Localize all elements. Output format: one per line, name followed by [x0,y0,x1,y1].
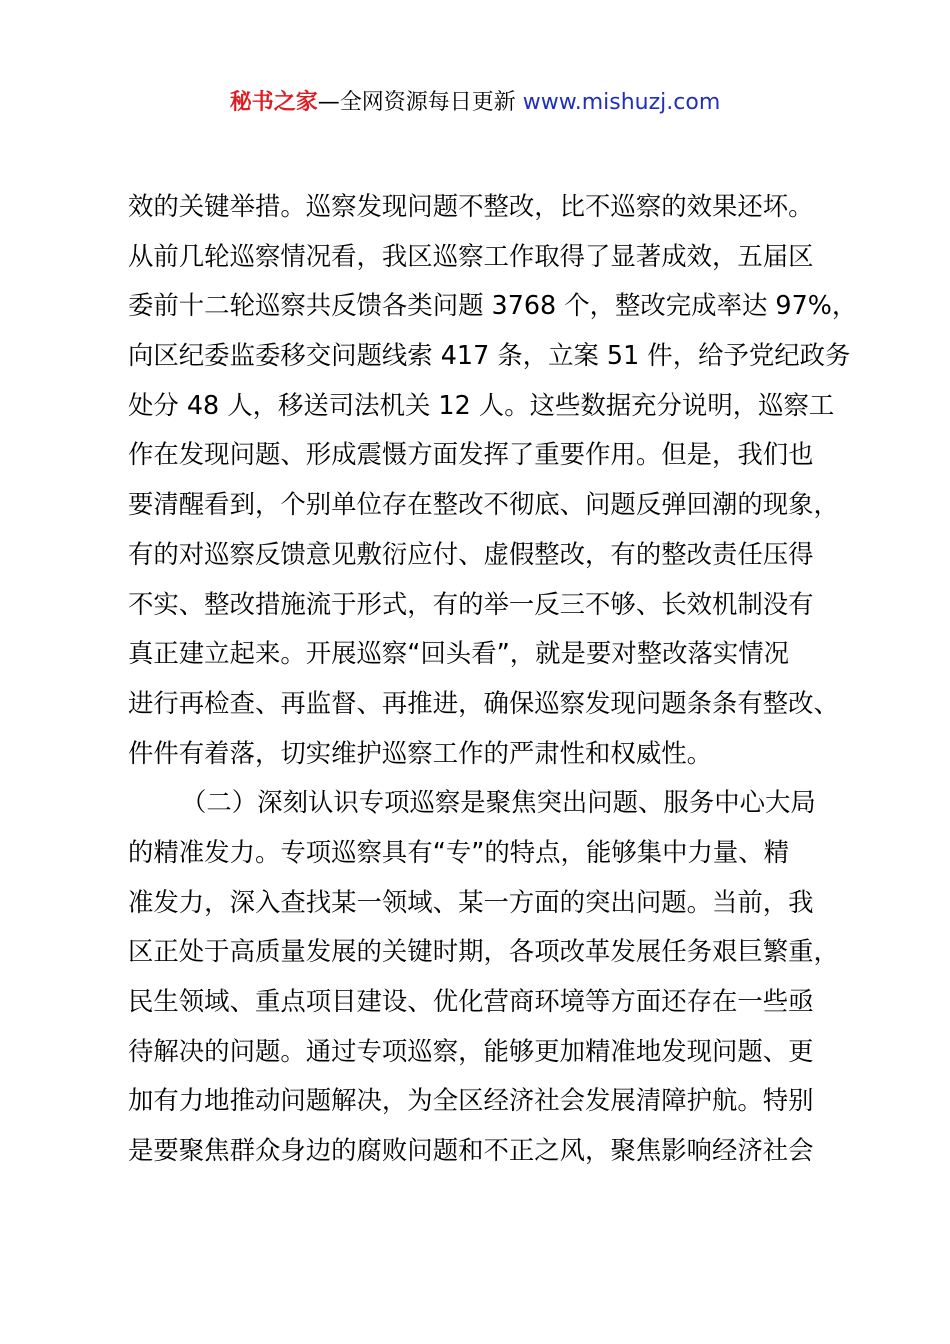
text-line: 待解决的问题。通过专项巡察，能够更加精准地发现问题、更 [128,1035,814,1066]
site-url-link[interactable]: www.mishuzj.com [522,90,721,115]
text-line: 要清醒看到，个别单位存在整改不彻底、问题反弹回潮的现象， [128,489,839,520]
text-line: 处分 48 人，移送司法机关 12 人。这些数据充分说明，巡察工 [128,389,835,420]
section-heading-line: （二）深刻认识专项巡察是聚焦突出问题、服务中心大局 [181,787,816,818]
site-header [0,88,950,118]
text-line: 不实、整改措施流于形式，有的举一反三不够、长效机制没有 [128,588,814,619]
text-line: 区正处于高质量发展的关键时期，各项改革发展任务艰巨繁重， [128,936,839,967]
text-line: 效的关键举措。巡察发现问题不整改，比不巡察的效果还坏。 [128,191,814,221]
site-tagline: —全网资源每日更新 [317,90,516,115]
site-brand: 秘书之家 [229,90,318,115]
text-line: 件件有着落，切实维护巡察工作的严肃性和权威性。 [128,737,712,768]
text-line: 有的对巡察反馈意见敷衍应付、虚假整改，有的整改责任压得 [128,538,814,569]
text-line: 是要聚焦群众身边的腐败问题和不正之风，聚焦影响经济社会 [128,1135,814,1166]
text-line: 委前十二轮巡察共反馈各类问题 3768 个，整改完成率达 97%， [128,290,858,321]
text-line: 向区纪委监委移交问题线索 417 条，立案 51 件，给予党纪政务 [128,340,851,371]
text-line: 准发力，深入查找某一领域、某一方面的突出问题。当前，我 [128,886,814,917]
text-line: 真正建立起来。开展巡察“回头看”，就是要对整改落实情况 [128,638,790,669]
text-line: 加有力地推动问题解决，为全区经济社会发展清障护航。特别 [128,1085,814,1116]
text-line: 进行再检查、再监督、再推进，确保巡察发现问题条条有整改、 [128,687,839,718]
text-line: 的精准发力。专项巡察具有“专”的特点，能够集中力量、精 [128,836,790,867]
text-line: 民生领域、重点项目建设、优化营商环境等方面还存在一些亟 [128,986,814,1016]
document-body [128,182,858,1176]
text-line: 从前几轮巡察情况看，我区巡察工作取得了显著成效，五届区 [128,240,814,271]
text-line: 作在发现问题、形成震慑方面发挥了重要作用。但是，我们也 [128,439,814,470]
